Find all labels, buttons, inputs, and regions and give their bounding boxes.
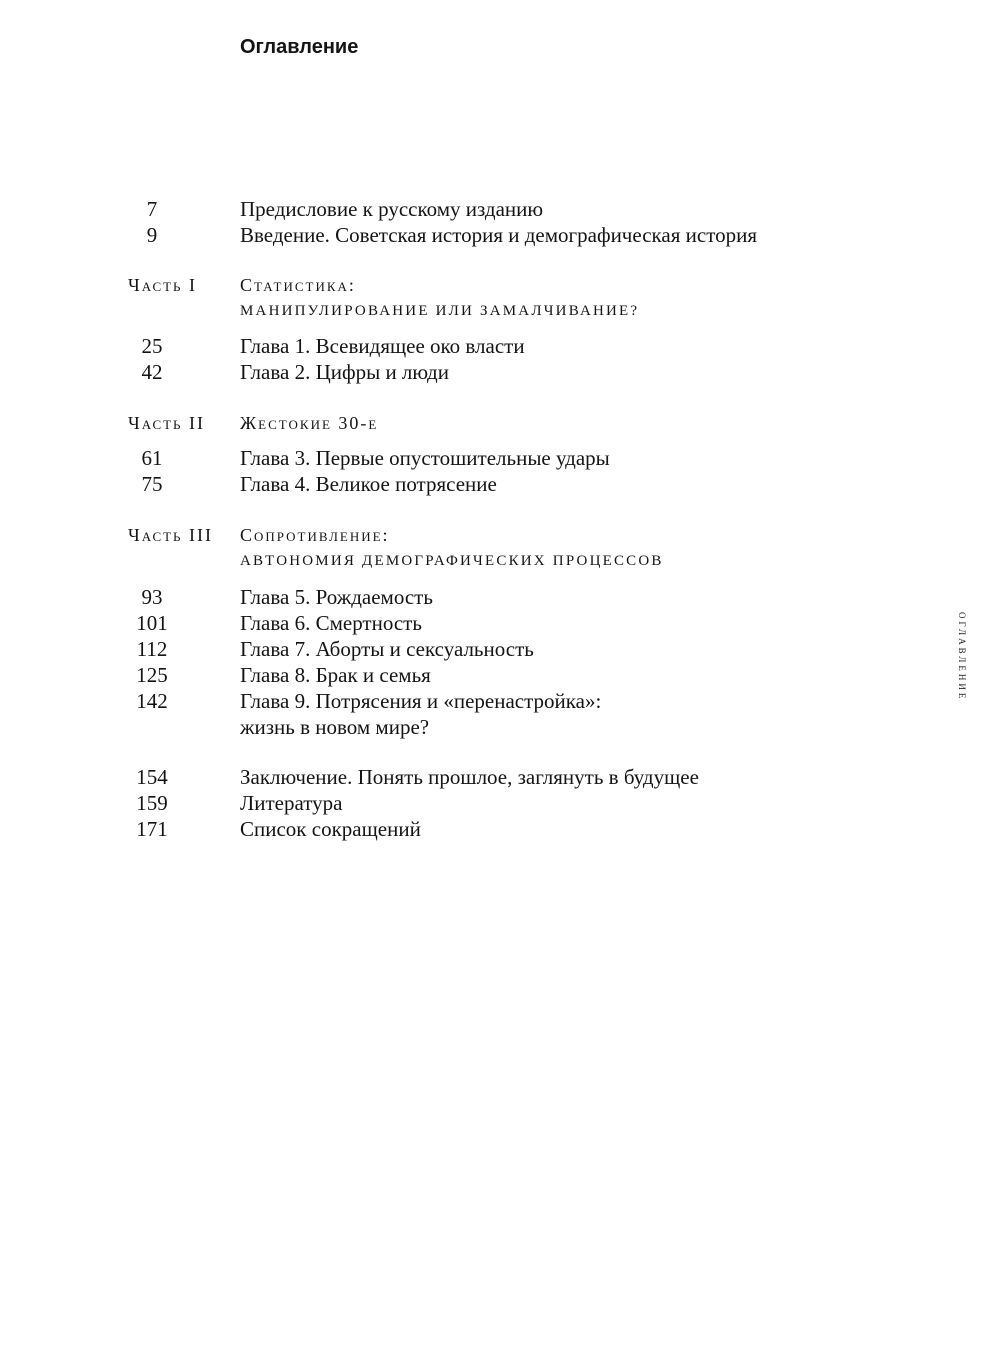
page-number: 125 [136, 663, 168, 687]
part-subtitle-row-1 [0, 298, 1000, 324]
page-number: 7 [146, 197, 158, 221]
entry-title: Введение. Советская история и демографическая история [240, 223, 758, 247]
toc-entry-chapter-9-continuation [0, 714, 1000, 740]
page-number: 142 [136, 689, 168, 713]
running-head [955, 612, 969, 701]
entry-title: Глава 2. Цифры и люди [240, 360, 449, 384]
toc-entry-preface[interactable] [0, 196, 1000, 222]
entry-title: Глава 6. Смертность [240, 611, 422, 635]
part-title: Статистика: [240, 275, 356, 295]
page-number: 159 [136, 791, 168, 815]
entry-title: Глава 4. Великое потрясение [240, 472, 497, 496]
page-number: 61 [141, 446, 163, 470]
page-title: Оглавление [240, 36, 359, 58]
toc-entry-conclusion[interactable] [0, 764, 1000, 790]
toc-entry-chapter-4[interactable] [0, 471, 1000, 497]
part-heading-3 [0, 522, 1000, 548]
part-heading-2 [0, 410, 1000, 436]
entry-title: Глава 5. Рождаемость [240, 585, 433, 609]
entry-title: Глава 1. Всевидящее око власти [240, 334, 525, 358]
part-label: Часть III [128, 525, 213, 545]
toc-entry-chapter-7[interactable] [0, 636, 1000, 662]
page-number: 101 [136, 611, 168, 635]
page-number: 42 [141, 360, 163, 384]
page-number: 154 [136, 765, 168, 789]
part-label: Часть I [128, 275, 198, 295]
part-heading-1 [0, 272, 1000, 298]
page-number: 93 [141, 585, 163, 609]
toc-entry-chapter-8[interactable] [0, 662, 1000, 688]
part-subtitle: АВТОНОМИЯ ДЕМОГРАФИЧЕСКИХ ПРОЦЕССОВ [240, 553, 664, 569]
toc-entry-chapter-9[interactable] [0, 688, 1000, 714]
part-title: Сопротивление: [240, 525, 390, 545]
toc-entry-chapter-3[interactable] [0, 445, 1000, 471]
entry-title: Литература [240, 791, 343, 815]
entry-title: Список сокращений [240, 817, 421, 841]
part-label: Часть II [128, 413, 206, 433]
part-subtitle: МАНИПУЛИРОВАНИЕ ИЛИ ЗАМАЛЧИВАНИЕ? [240, 303, 640, 319]
entry-title: Заключение. Понять прошлое, заглянуть в будущее [240, 765, 699, 789]
toc-entry-introduction[interactable] [0, 222, 1000, 248]
toc-entry-chapter-6[interactable] [0, 610, 1000, 636]
entry-title: Глава 9. Потрясения и «перенастройка»: [240, 689, 602, 713]
part-title: Жестокие 30-е [240, 413, 379, 433]
toc-entry-abbreviations[interactable] [0, 816, 1000, 842]
entry-title: Глава 7. Аборты и сексуальность [240, 637, 534, 661]
entry-title: Глава 3. Первые опустошительные удары [240, 446, 610, 470]
entry-title-continuation: жизнь в новом мире? [240, 715, 430, 739]
page-number: 9 [146, 223, 158, 247]
entry-title: Предисловие к русскому изданию [240, 197, 544, 221]
page-number: 75 [141, 472, 163, 496]
running-head-text: ОГЛАВЛЕНИЕ [957, 612, 967, 702]
page-number: 25 [141, 334, 163, 358]
toc-entry-chapter-1[interactable] [0, 333, 1000, 359]
entry-title: Глава 8. Брак и семья [240, 663, 431, 687]
toc-entry-chapter-5[interactable] [0, 584, 1000, 610]
toc-entry-chapter-2[interactable] [0, 359, 1000, 385]
page-number: 112 [136, 637, 168, 661]
page-number: 171 [136, 817, 168, 841]
part-subtitle-row-3 [0, 548, 1000, 574]
toc-entry-bibliography[interactable] [0, 790, 1000, 816]
